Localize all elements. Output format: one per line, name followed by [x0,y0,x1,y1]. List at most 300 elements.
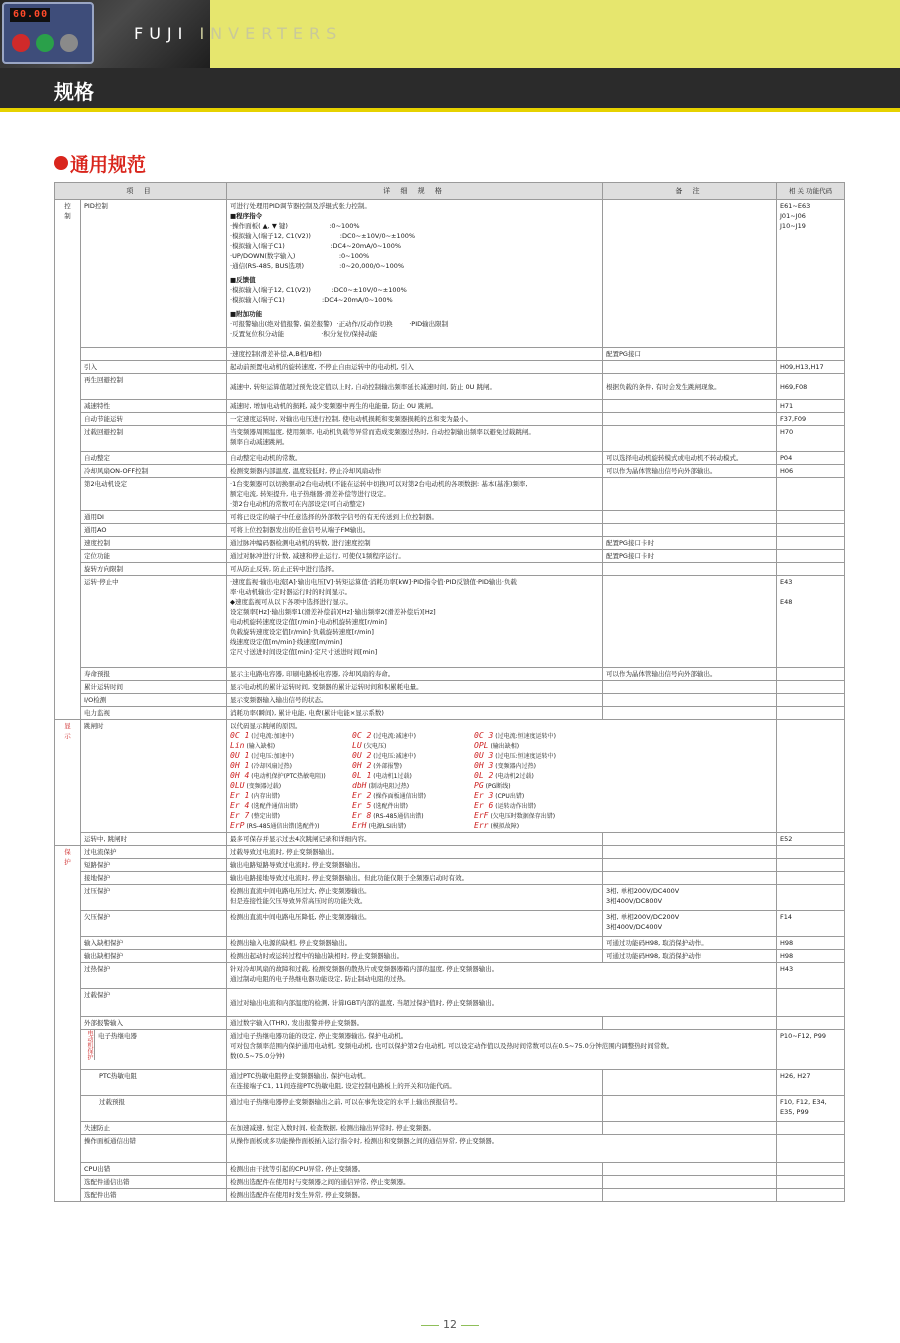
table-row [55,413,845,426]
code-cell [777,524,845,537]
table-row [55,200,845,348]
page-rule-left [421,1325,439,1326]
code-cell: P10~F12, P99 [777,1030,845,1070]
item-label: 输出缺相保护 [81,950,227,963]
detail-cell: 减速时, 增加电动机的损耗, 减少变频器中再生的电能量, 防止 0U 跳闸。 [227,400,603,413]
alarm-label: (欠电压) [363,743,387,750]
alarm-label: (模拟故障) [490,823,520,830]
item-label: 短路保护 [81,859,227,872]
alarm-code: Er 8 [352,811,372,820]
brand-heading [134,24,342,43]
code-line: E61~E63 [780,202,811,210]
detail-cell: 通过电子热继电器停止变频器输出之前, 可以在事先设定的水平上输出预报信号。 [227,1096,603,1122]
detail-cell: 输出电路短路导致过电流时, 停止变频器输出。 [227,859,603,872]
alarm-code: ErH [352,821,367,830]
alarm-label: (变频器内过热) [495,763,536,770]
detail-cell: 消耗功率(瞬间), 累计电能, 电费(累计电能×显示系数) [227,707,603,720]
alarm-code: 0H 1 [230,761,250,770]
alarm-code: Er 1 [230,791,250,800]
alarm-code-item [230,801,352,811]
table-header-row [55,183,845,200]
alarm-label: (过电流:恒速度运转中) [495,733,556,740]
item-label: 自动节能运转 [81,413,227,426]
alarm-code-item [230,781,352,791]
alarm-code-item [230,761,352,771]
page-title-bar [0,68,900,112]
table-row [55,694,845,707]
alarm-code: 0C 1 [230,731,250,740]
code-cell [777,1017,845,1030]
item-label: 冷却风扇ON-OFF控制 [81,465,227,478]
detail-line: ·模拟输入(端子C1) :DC4~20mA/0~100% [230,242,402,250]
detail-cell: 检测出直流中间电路电压降低, 停止变频器输出。 [227,911,603,937]
note-cell: 配置PG接口卡时 [603,550,777,563]
header-note: 备 注 [603,183,777,200]
alarm-label: (选配件出错) [373,803,408,810]
detail-cell: 通过数字输入(THR), 发出报警并停止变频器。 [227,1017,603,1030]
code-cell [777,720,845,833]
code-cell [777,1135,845,1163]
section-heading [54,151,146,175]
item-label: 接地保护 [81,872,227,885]
item-label: 过热保护 [81,963,227,989]
alarm-code: 0C 2 [352,731,372,740]
note-cell [603,872,777,885]
table-row [55,576,845,668]
code-cell [777,563,845,576]
item-label: 累计运转时间 [81,681,227,694]
table-row [55,846,845,859]
table-row [55,720,845,833]
category-char: 示 [64,732,71,740]
code-cell [777,694,845,707]
alarm-label: (电动机2过载) [495,773,534,780]
item-label: 欠压保护 [81,911,227,937]
alarm-code-item [352,801,474,811]
detail-cell: 通过对脉冲进行计数, 减速和停止运行, 可使仅1频程序运行。 [227,550,603,563]
item-label: 电力监视 [81,707,227,720]
alarm-code: ErP [230,821,245,830]
code-cell [777,576,845,668]
detail-line: ·1台变频器可以切换驱动2台电动机(不能在运转中切换)可以对第2台电动机的各项数据: 基本(基准)频率, [230,480,528,488]
item-label: 通用DI [81,511,227,524]
detail-cell: ·速度控制(滑差补偿,A,B相/B相) [227,348,603,361]
alarm-code-item [474,791,604,801]
code-cell: H06 [777,465,845,478]
header-code: 相 关 功能代码 [777,183,845,200]
detail-cell: 显示主电路电容器, 印刷电路板电容器, 冷却风扇的寿命。 [227,668,603,681]
detail-cell: 一定速度运转时, 对输出电压进行控制, 使电动机损耗和变频器损耗的总和变为最小。 [227,413,603,426]
table-row [55,563,845,576]
category-protection [55,846,81,1202]
alarm-code: dbH [352,781,367,790]
item-label: 速度控制 [81,537,227,550]
item-label: 引入 [81,361,227,374]
note-cell [603,426,777,452]
red-circle-icon [54,156,68,170]
category-char: 护 [64,858,71,866]
detail-line: 频率自动减速跳闸。 [230,438,289,446]
note-cell [603,413,777,426]
code-cell: E52 [777,833,845,846]
page-rule-right [461,1325,479,1326]
item-label: 外部报警输入 [81,1017,227,1030]
item-label: 过载回避控制 [81,426,227,452]
detail-cell [227,200,603,348]
item-label: 旋转方向限制 [81,563,227,576]
code-cell [777,511,845,524]
sub-item-label: 电子热继电器 [98,1032,137,1040]
item-label: 操作面板通信出错 [81,1135,227,1163]
detail-line: 通过电子热继电器功能的设定, 停止变频器输出, 保护电动机。 [230,1032,408,1040]
note-cell [603,694,777,707]
table-row [55,989,845,1017]
note-cell [603,1122,777,1135]
alarm-code-item [474,771,604,781]
note-line: 3相, 单相200V/DC400V [606,887,680,895]
code-line: J01~J06 [780,212,806,220]
item-label [81,348,227,361]
detail-line: ·模拟输入(端子12, C1(V2)) :DC0~±10V/0~±100% [230,232,416,240]
item-label: 自动整定 [81,452,227,465]
category-char: 显 [64,722,71,730]
item-label: 输入缺相保护 [81,937,227,950]
alarm-code: 0U 3 [474,751,494,760]
alarm-label: (冷却风扇过热) [251,763,292,770]
item-label: 运转中, 跳闸时 [81,833,227,846]
alarm-code: ErF [474,811,489,820]
table-row [55,452,845,465]
code-cell [777,200,845,348]
alarm-code-item [352,821,474,831]
note-cell [603,707,777,720]
table-row [55,1096,845,1122]
alarm-code: Er 6 [474,801,494,810]
note-line: 3相, 单相200V/DC200V [606,913,680,921]
alarm-code: Er 3 [474,791,494,800]
note-cell [603,833,777,846]
note-cell [603,859,777,872]
detail-cell: 起动前预置电动机的旋转速度, 不停止自由运转中的电动机, 引入 [227,361,603,374]
detail-line: 线速度设定值[m/min]·线速度[m/min] [230,638,343,646]
table-row [55,707,845,720]
alarm-code-item [352,781,474,791]
table-row [55,950,845,963]
detail-line: ·第2台电动机的常数可在内部设定(可自动整定) [230,500,365,508]
table-row [55,1176,845,1189]
table-row [55,668,845,681]
alarm-code: 0L 1 [352,771,372,780]
note-cell: 可通过功能码H98, 取消保护动作。 [603,937,777,950]
alarm-code: 0U 1 [230,751,250,760]
page-title: 规格 [54,80,94,104]
alarm-code: Lin [230,741,245,750]
alarm-code: 0C 3 [474,731,494,740]
item-label: 过电流保护 [81,846,227,859]
code-cell [777,348,845,361]
alarm-label: (过电压:减速中) [373,753,416,760]
detail-line: ■程序指令 [230,212,263,220]
detail-cell [227,426,603,452]
table-row [55,911,845,937]
alarm-code-item [352,791,474,801]
alarm-code-item [230,811,352,821]
table-row [55,1070,845,1096]
detail-cell: 从操作面板或多功能操作面板插入运行指令时, 检测出和变频器之间的通信异常, 停止变频器。 [227,1135,777,1163]
spec-table [54,182,845,1202]
item-label: 过载预报 [81,1096,227,1122]
code-cell [777,872,845,885]
alarm-code-item [230,821,352,831]
note-cell [603,1070,777,1096]
note-cell: 可以作为晶体管输出信号向外部输出。 [603,668,777,681]
code-cell [777,1163,845,1176]
detail-cell: 可从防止反转, 防止正转中进行选择。 [227,563,603,576]
note-cell [603,1017,777,1030]
detail-line: 额定电流, 转矩提升, 电子热继器·滑差补偿等进行设定。 [230,490,390,498]
note-cell [603,681,777,694]
note-cell [603,1176,777,1189]
alarm-code-item [230,791,352,801]
category-control [55,200,81,720]
code-cell [777,1122,845,1135]
alarm-label: (过电压:加速中) [251,753,294,760]
code-cell: F14 [777,911,845,937]
code-cell: H98 [777,950,845,963]
detail-line: 但是连接性能欠压导致异常高压时的功能失效。 [230,897,367,905]
detail-line: 检测出直流中间电路电压过大, 停止变频器输出。 [230,887,371,895]
page-number [0,1318,900,1331]
alarm-code-item [474,811,604,821]
code-cell: H98 [777,937,845,950]
detail-cell [227,720,777,833]
alarm-code-item [230,731,352,741]
alarm-label: (欠电压时数据保存出错) [490,813,556,820]
alarm-label: (运转动作出错) [495,803,536,810]
note-line: 3相400V/DC400V [606,923,663,931]
detail-cell: 检测出起动时或运转过程中的输出缺相时, 停止变频器输出。 [227,950,603,963]
alarm-label: (操作面板通信出错) [373,793,426,800]
detail-cell: 最多可保存并显示过去4次跳闸记录和详细内容。 [227,833,603,846]
detail-cell [227,576,603,668]
inverter-keypad-image [2,2,94,64]
detail-line: 负载旋转速度设定值[r/min]·负载旋转速度[r/min] [230,628,374,636]
alarm-code-item [352,741,474,751]
item-label: 通用AO [81,524,227,537]
alarm-code: 0H 4 [230,771,250,780]
note-cell [603,576,777,668]
code-cell [777,550,845,563]
code-cell [777,1096,845,1122]
alarm-code: Er 2 [352,791,372,800]
detail-line: ·通信(RS-485, BUS选项) :0~20,000/0~100% [230,262,405,270]
header-detail: 详 细 规 格 [227,183,603,200]
note-cell [603,400,777,413]
alarm-label: (PG断线) [485,783,511,790]
item-label: PID控制 [81,200,227,348]
alarm-label: (输出缺相) [490,743,520,750]
note-cell [603,846,777,859]
alarm-code: Er 7 [230,811,250,820]
alarm-code-item [230,771,352,781]
table-row [55,465,845,478]
keypad-green-button-icon [36,34,54,52]
table-row [55,1163,845,1176]
detail-line: 以代码显示跳闸的原因。 [230,722,302,730]
table-row [55,348,845,361]
item-label: 失速防止 [81,1122,227,1135]
table-row [55,885,845,911]
alarm-code: LU [352,741,362,750]
keypad-gray-button-icon [60,34,78,52]
detail-cell [227,478,603,511]
code-cell: F37,F09 [777,413,845,426]
alarm-code-item [474,731,604,741]
detail-cell: 减速中, 转矩运算值超过预先设定值以上时, 自动控制输出频率延长减速时间, 防止 0U 跳闸。 [227,374,603,400]
alarm-label: (内存出错) [251,793,280,800]
item-label: 第2电动机设定 [81,478,227,511]
detail-cell: 检测出输入电源的缺相, 停止变频器输出。 [227,937,603,950]
alarm-code: Er 4 [230,801,250,810]
alarm-code-item [474,751,604,761]
table-row [55,1030,845,1070]
item-label: 选配件通信出错 [81,1176,227,1189]
note-cell [603,1096,777,1122]
detail-line: 通过PTC热敏电阻停止变频器输出, 保护电动机。 [230,1072,370,1080]
note-cell [603,563,777,576]
brand-fuji: FUJI [134,24,189,43]
item-label: PTC热敏电阻 [81,1070,227,1096]
code-cell [777,668,845,681]
alarm-code: 0U 2 [352,751,372,760]
code-cell [777,478,845,511]
code-cell: H09,H13,H17 [777,361,845,374]
detail-line: 率·电动机输出·定时器运行时的时间显示。 [230,588,352,596]
code-cell [777,1176,845,1189]
code-cell [777,537,845,550]
detail-line: 在连接端子C1, 11间连接PTC热敏电阻, 设定控制电路板上的开关和功能代码。 [230,1082,456,1090]
item-label: 定位功能 [81,550,227,563]
category-char: 控 [64,202,71,210]
detail-line: ■附加功能 [230,310,263,318]
detail-line: ■反馈值 [230,276,256,284]
table-row [55,963,845,989]
detail-line: ·速度监视·输出电流[A]·输出电压[V]·转矩运算值·消耗功率[kW]·PID指令值·PID反馈值·PID输出·负载 [230,578,517,586]
alarm-label: (电动机1过载) [373,773,412,780]
note-cell [603,1189,777,1202]
detail-cell: 通过对输出电流和内部温度的检测, 计算IGBT内部的温度, 当超过保护值时, 停止变频器输出。 [227,989,777,1017]
table-row [55,1122,845,1135]
alarm-code-item [352,731,474,741]
detail-cell [227,885,603,911]
item-label: 过压保护 [81,885,227,911]
alarm-label: (过电流:加速中) [251,733,294,740]
code-cell [777,989,845,1017]
note-cell: 可通过功能码H98, 取消保护动作 [603,950,777,963]
motor-protect-label: 电动机保护 [81,1030,95,1060]
alarm-code-item [474,781,604,791]
code-line: F10, F12, E34, [780,1098,827,1106]
detail-cell: 可将已设定的端子中任意选择的外部数字信号的有无传送到上位控制器。 [227,511,603,524]
alarm-label: (变频器过载) [246,783,282,790]
alarm-code: Err [474,821,489,830]
alarm-label: (过电压:恒速度运转中) [495,753,556,760]
item-label: 过载保护 [81,989,227,1017]
note-cell [603,885,777,911]
alarm-label: (CPU出错) [495,793,525,800]
note-cell [603,524,777,537]
detail-cell: 显示变频器输入输出信号的状态。 [227,694,603,707]
detail-line: ·操作面板( ▲, ▼ 键) :0~100% [230,222,360,230]
alarm-label: (电动机保护(PTC热敏电阻)) [251,773,326,780]
table-row [55,859,845,872]
detail-line: 电动机旋转速度设定值[r/min]·电动机旋转速度[r/min] [230,618,387,626]
detail-cell: 显示电动机的累计运转时间, 变频器的累计运转时间和积累耗电量。 [227,681,603,694]
code-cell [777,846,845,859]
item-label: 跳闸时 [81,720,227,833]
code-line: E35, P99 [780,1108,809,1116]
category-char: 制 [64,212,71,220]
detail-cell: 输出电路接地导致过电流时, 停止变频器输出。但此功能仅限于全频器启动时有效。 [227,872,603,885]
detail-cell: 自动整定电动机的常数。 [227,452,603,465]
table-row [55,524,845,537]
code-line: J10~J19 [780,222,806,230]
table-row [55,537,845,550]
item-label: 选配件出错 [81,1189,227,1202]
detail-line: ·可报警输出(绝对值报警, 偏差报警) ·正动作/反动作切换 ·PID输出限制 [230,320,449,328]
alarm-code-item [230,751,352,761]
table-row [55,426,845,452]
detail-line: 设定频率[Hz]·输出频率1(滑差补偿前)[Hz]·输出频率2(滑差补偿后)[Hz] [230,608,436,616]
alarm-label: (电源LSI出错) [368,823,407,830]
note-cell [603,478,777,511]
alarm-code-item [474,801,604,811]
detail-cell: 在加速减速, 恒定入数时间, 检查数据, 检测出输出异常时, 停止变频器。 [227,1122,603,1135]
item-label: 再生回避控制 [81,374,227,400]
alarm-code-item [474,741,604,751]
note-cell: 配置PG接口卡时 [603,537,777,550]
detail-line: 通过制动电阻的电子热继电器功能设定, 防止制动电阻的过热。 [230,975,410,983]
alarm-code-item [230,741,352,751]
category-display [55,720,81,846]
alarm-code-item [352,771,474,781]
code-cell [777,885,845,911]
item-label: 寿命预报 [81,668,227,681]
detail-line: ·UP/DOWN(数字输入) :0~100% [230,252,370,260]
alarm-code: PG [474,781,484,790]
alarm-code: 0LU [230,781,245,790]
item-label: 运转·停止中 [81,576,227,668]
alarm-label: (选配件通信出错) [251,803,298,810]
note-cell: 可以选择电动机旋转模式或电动机不转动模式。 [603,452,777,465]
detail-cell: 检测出选配件在使用时与变频器之间的通信异常, 停止变频器。 [227,1176,603,1189]
detail-line: ◆速度监视可从以下各项中选择进行显示。 [230,598,353,606]
table-row [55,1189,845,1202]
detail-cell [227,1030,777,1070]
code-cell: H71 [777,400,845,413]
alarm-code: Er 5 [352,801,372,810]
code-cell: P04 [777,452,845,465]
code-cell: H69,F08 [777,374,845,400]
note-line: 3相400V/DC800V [606,897,663,905]
detail-cell [227,1070,603,1096]
detail-cell: 过载导致过电流时, 停止变频器输出。 [227,846,603,859]
detail-cell: 可将上位控制器发出的任意信号从端子FM输出。 [227,524,603,537]
detail-line: 定尺寸送进时间设定值[min]·定尺寸送进时间[min] [230,648,378,656]
alarm-code: 0L 2 [474,771,494,780]
note-cell [603,511,777,524]
item-label [81,1030,227,1070]
